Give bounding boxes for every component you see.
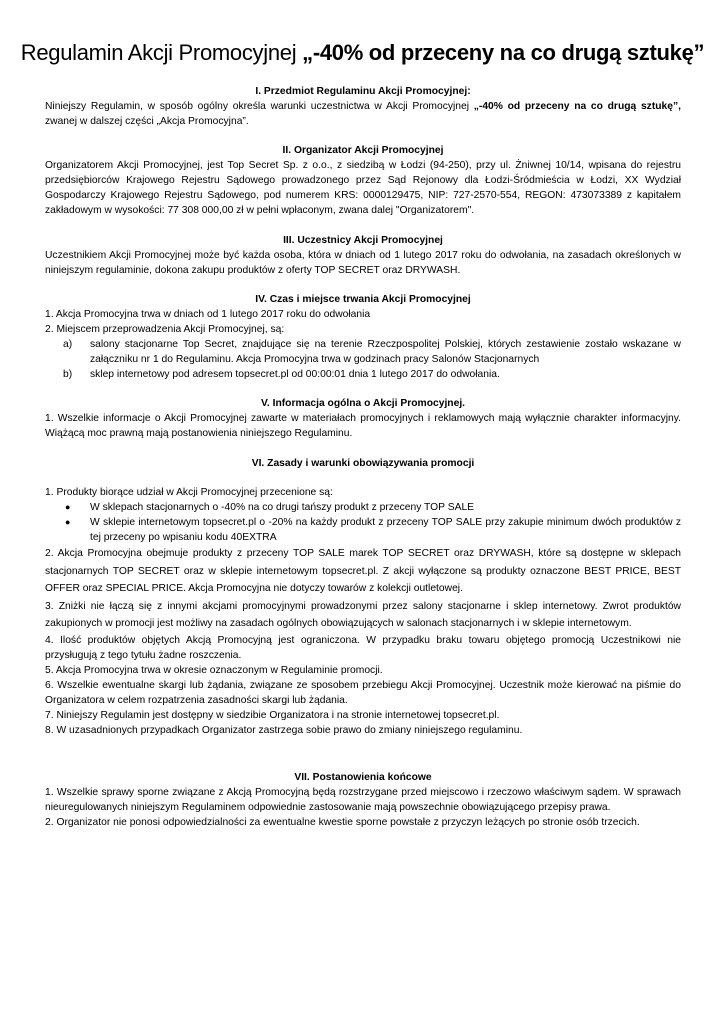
- sub-item-text: salony stacjonarne Top Secret, znajdujące się na terenie Rzeczpospolitej Polskiej, których zestawienie zostało wskazane w załączniku nr 1 do Regulaminu. Akcja Promocyjna trwa w godzinach pracy Salonów Stacjonarnych: [90, 339, 681, 365]
- list-item: 2. Akcja Promocyjna obejmuje produkty z przeceny TOP SALE marek TOP SECRET oraz DRYWASH, które są dostępne w sklepach stacjonarnych TOP SECRET oraz w sklepie internetowym topsecret.pl. Z akcji wyłączone są produkty oznaczone BEST PRICE, BEST OFFER oraz SPECIAL PRICE. Akcja Promocyjna nie dotyczy towarów z kolekcji outletowej.: [45, 548, 681, 594]
- section-organizer: [45, 143, 681, 218]
- section-time-place: [45, 292, 681, 382]
- sub-item-text: sklep internetowy pod adresem topsecret.pl od 00:00:01 dnia 1 lutego 2017 do odwołania.: [90, 369, 500, 380]
- document-title: [0, 40, 725, 66]
- section-heading: VII. Postanowienia końcowe: [294, 772, 432, 783]
- sub-item-b: [45, 367, 681, 382]
- bullet-icon: ●: [65, 502, 71, 512]
- bullet-text: W sklepie internetowym topsecret.pl o -20% na każdy produkt z przeceny TOP SALE przy zakupie minimum dwóch produktów z tej przeceny po wpisaniu kodu 40EXTRA: [90, 517, 681, 543]
- list-item: 2. Miejscem przeprowadzenia Akcji Promocyjnej, są:: [45, 324, 285, 335]
- text-part: Niniejszy Regulamin, w sposób ogólny określa warunki uczestnictwa w Akcji Promocyjnej: [45, 101, 474, 112]
- section-text: Organizatorem Akcji Promocyjnej, jest Top Secret Sp. z o.o., z siedzibą w Łodzi (94-250), przy ul. Żniwnej 10/14, wpisana do rejestru przedsiębiorców Krajowego Rejestru Sądowego prowadzonego przez Sąd Rejonowy dla Łodzi-Śródmieścia w Łodzi, XX Wydział Gospodarczy Krajowego Rejestru Sądowego, pod numerem KRS: 0000129475, NIP: 727-2570-554, REGON: 473073389 z kapitałem zakładowym w wysokości: 77 308 000,00 zł w pełni wpłaconym, zwana dalej "Organizatorem".: [45, 160, 681, 216]
- section-text: Uczestnikiem Akcji Promocyjnej może być każda osoba, która w dniach od 1 lutego 2017 roku do odwołania, na zasadach określonych w niniejszym regulaminie, dokona zakupu produktów z oferty TOP SECRET oraz DRYWASH.: [45, 250, 681, 276]
- section-subject: [45, 84, 681, 129]
- section-heading: V. Informacja ogólna o Akcji Promocyjnej.: [260, 398, 466, 409]
- list-item: 1. Wszelkie sprawy sporne związane z Akcją Promocyjną będą rozstrzygane przed miejscowo i rzeczowo właściwym sądem. W sprawach nieuregulowanych niniejszym Regulaminem odpowiednie zastosowanie mają powszechnie obowiązującego przepisy prawa.: [45, 787, 681, 813]
- section-heading: II. Organizator Akcji Promocyjnej: [282, 145, 444, 156]
- section-rules: [45, 456, 681, 738]
- section-heading: IV. Czas i miejsce trwania Akcji Promocyjnej: [255, 294, 471, 305]
- section-heading: I. Przedmiot Regulaminu Akcji Promocyjnej:: [255, 86, 471, 97]
- list-item: 1. Akcja Promocyjna trwa w dniach od 1 lutego 2017 roku do odwołania: [45, 309, 371, 320]
- list-item: 4. Ilość produktów objętych Akcją Promocyjną jest ograniczona. W przypadku braku towaru objętego promocją Uczestnikowi nie przysługują z tego tytułu żadne roszczenia.: [45, 634, 681, 661]
- section-heading: III. Uczestnicy Akcji Promocyjnej: [283, 235, 443, 246]
- list-item: 5. Akcja Promocyjna trwa w okresie oznaczonym w Regulaminie promocji.: [45, 664, 383, 676]
- sub-item-a: [45, 337, 681, 367]
- list-item: 6. Wszelkie ewentualne skargi lub żądania, związane ze sposobem przebiegu Akcji Promocyjnej. Uczestnik może kierować na piśmie do Organizatora w celem rozpatrzenia zasadności skargi lub żądania.: [45, 679, 681, 706]
- bullet-text: W sklepach stacjonarnych o -40% na co drugi tańszy produkt z przeceny TOP SALE: [90, 502, 475, 513]
- section-text: 1. Wszelkie informacje o Akcji Promocyjnej zawarte w materiałach promocyjnych i reklamowych mają wyłącznie charakter informacyjny. Wiążącą moc prawną mają postanowienia niniejszego Regulaminu.: [45, 413, 681, 439]
- list-item: 8. W uzasadnionych przypadkach Organizator zastrzega sobie prawo do zmiany niniejszego regulaminu.: [45, 724, 523, 736]
- section-heading: VI. Zasady i warunki obowiązywania promocji: [251, 458, 475, 469]
- list-item: 2. Organizator nie ponosi odpowiedzialności za ewentualne kwestie sporne powstałe z przyczyn leżących po stronie osób trzecich.: [45, 817, 640, 828]
- title-prefix: Regulamin Akcji Promocyjnej: [20, 40, 303, 65]
- bullet-icon: ●: [65, 517, 71, 527]
- title-promo-name: „-40% od przeceny na co drugą sztukę”: [302, 40, 705, 65]
- section-final-provisions: [45, 770, 681, 830]
- text-part: zwanej w dalszej części „Akcja Promocyjna”.: [45, 116, 249, 127]
- sub-item-label: b): [63, 369, 73, 380]
- list-item: 3. Zniżki nie łączą się z innymi akcjami promocyjnymi prowadzonymi przez salony stacjonarne i sklep internetowy. Zwrot produktów zakupionych w promocji jest możliwy na zasadach ogólnych obowiązujących w salonach stacjonarnych i w sklepie internetowym.: [45, 600, 681, 629]
- section-participants: [45, 233, 681, 278]
- section-text: [45, 99, 681, 129]
- list-item: 1. Produkty biorące udział w Akcji Promocyjnej przecenione są:: [45, 487, 333, 498]
- bullet-item: [45, 515, 681, 545]
- promo-name-bold: „-40% od przeceny na co drugą sztukę”,: [473, 101, 681, 112]
- section-general-info: [45, 396, 681, 441]
- bullet-item: [45, 500, 681, 515]
- sub-item-label: a): [63, 339, 73, 350]
- list-item: 7. Niniejszy Regulamin jest dostępny w siedzibie Organizatora i na stronie internetowej topsecret.pl.: [45, 709, 500, 721]
